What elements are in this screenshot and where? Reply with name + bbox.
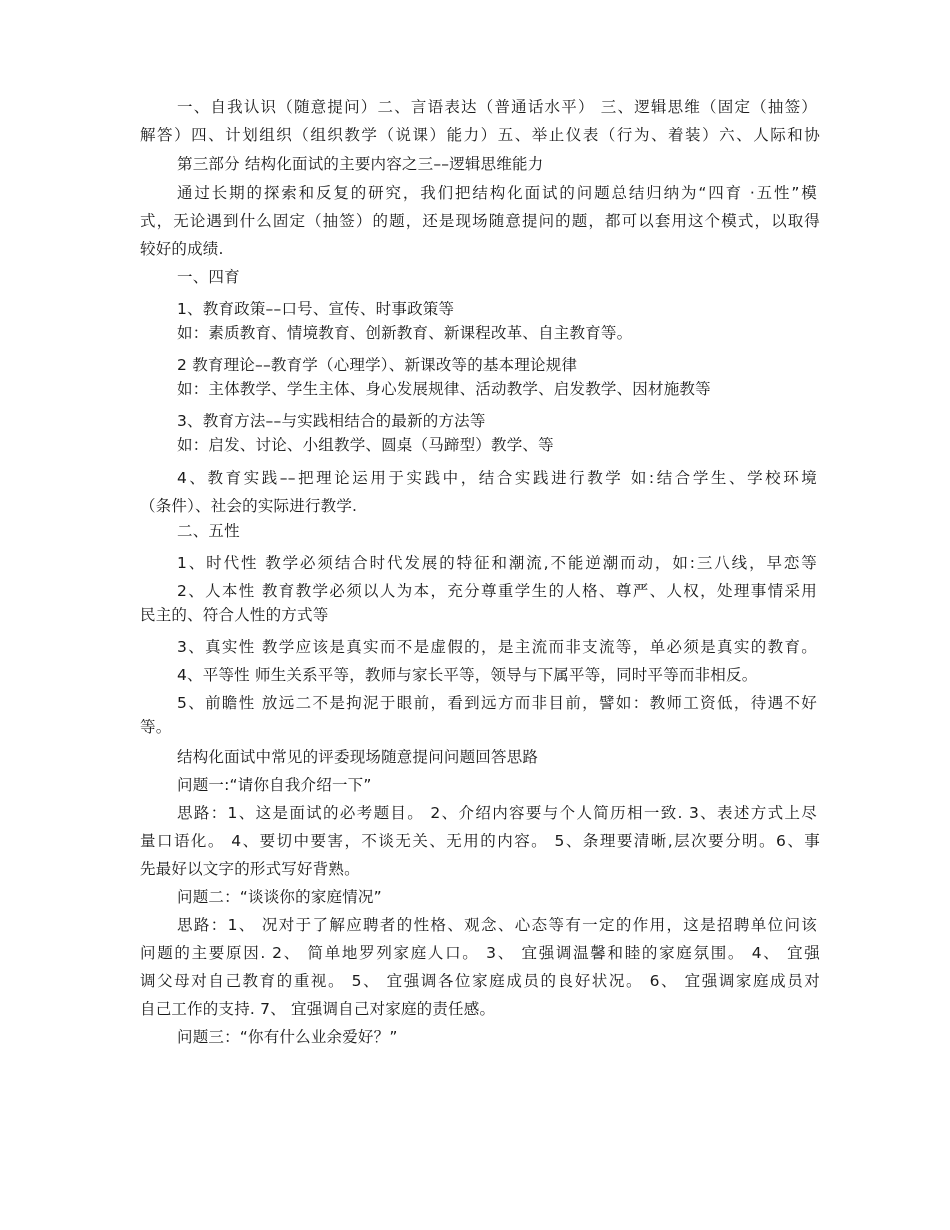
section-heading: 第三部分 结构化面试的主要内容之三––逻辑思维能力 [177, 155, 544, 173]
text-line: 先最好以文字的形式写好背熟。 [140, 860, 360, 878]
list-item: 3、真实性 教学应该是真实而不是虚假的，是主流而非支流等，单必须是真实的教育。 [177, 638, 817, 656]
question-heading: 问题二：“谈谈你的家庭情况” [177, 888, 382, 906]
text-line: 调父母对自己教育的重视。 5、 宜强调各位家庭成员的良好状况。 6、 宜强调家庭成员对 [140, 972, 820, 990]
text-line: 思路：1、 况对于了解应聘者的性格、观念、心态等有一定的作用，这是招聘单位问该 [177, 916, 817, 934]
text-line: 通过长期的探索和反复的研究，我们把结构化面试的问题总结归纳为“四育 ·五性”模 [177, 184, 817, 202]
text-line: 思路：1、这是面试的必考题目。 2、介绍内容要与个人简历相一致. 3、表述方式上尽 [177, 804, 817, 822]
text-line: 量口语化。 4、要切中要害，不谈无关、无用的内容。 5、条理要清晰,层次要分明。6、事 [140, 832, 820, 850]
text-line: 问题的主要原因. 2、 简单地罗列家庭人口。 3、 宜强调温馨和睦的家庭氛围。 4、 宜强 [140, 944, 820, 962]
question-heading: 问题三：“你有什么业余爱好？” [177, 1028, 398, 1046]
text-line: 解答）四、计划组织（组织教学（说课）能力）五、举止仪表（行为、着装）六、人际和协 [140, 126, 820, 144]
text-line: （条件）、社会的实际进行教学. [140, 497, 358, 515]
text-line: 自己工作的支持. 7、 宜强调自己对家庭的责任感。 [140, 1000, 496, 1018]
list-item: 2、人本性 教育教学必须以人为本，充分尊重学生的人格、尊严、人权，处理事情采用 [177, 582, 817, 600]
text-line: 一、自我认识（随意提问）二、言语表达（普通话水平） 三、逻辑思维（固定（抽签） [177, 98, 817, 116]
list-item: 2 教育理论––教育学（心理学）、新课改等的基本理论规律 [177, 356, 578, 374]
text-line: 等。 [140, 718, 172, 736]
text-line: 如：启发、讨论、小组教学、圆桌（马蹄型）教学、等 [177, 436, 554, 454]
text-line: 民主的、符合人性的方式等 [140, 606, 329, 624]
list-item: 5、前瞻性 放远二不是拘泥于眼前，看到远方而非目前，譬如：教师工资低，待遇不好 [177, 694, 817, 712]
text-line: 如：素质教育、情境教育、创新教育、新课程改革、自主教育等。 [177, 324, 633, 342]
text-line: 较好的成绩. [140, 240, 224, 258]
list-item: 1、教育政策––口号、宣传、时事政策等 [177, 300, 455, 318]
list-item: 3、教育方法––与实践相结合的最新的方法等 [177, 412, 486, 430]
text-line: 如：主体教学、学生主体、身心发展规律、活动教学、启发教学、因材施教等 [177, 380, 711, 398]
subheading: 二、五性 [177, 522, 240, 540]
subheading: 一、四育 [177, 268, 240, 286]
list-item: 4、平等性 师生关系平等，教师与家长平等，领导与下属平等，同时平等而非相反。 [177, 666, 758, 684]
list-item: 4、教育实践––把理论运用于实践中，结合实践进行教学 如:结合学生、学校环境 [177, 469, 817, 487]
list-item: 1、时代性 教学必须结合时代发展的特征和潮流,不能逆潮而动，如:三八线，早恋等 [177, 554, 817, 572]
text-line: 式，无论遇到什么固定（抽签）的题，还是现场随意提问的题，都可以套用这个模式，以取得 [140, 212, 820, 230]
section-heading: 结构化面试中常见的评委现场随意提问问题回答思路 [177, 748, 539, 766]
question-heading: 问题一:“请你自我介绍一下” [177, 776, 372, 794]
